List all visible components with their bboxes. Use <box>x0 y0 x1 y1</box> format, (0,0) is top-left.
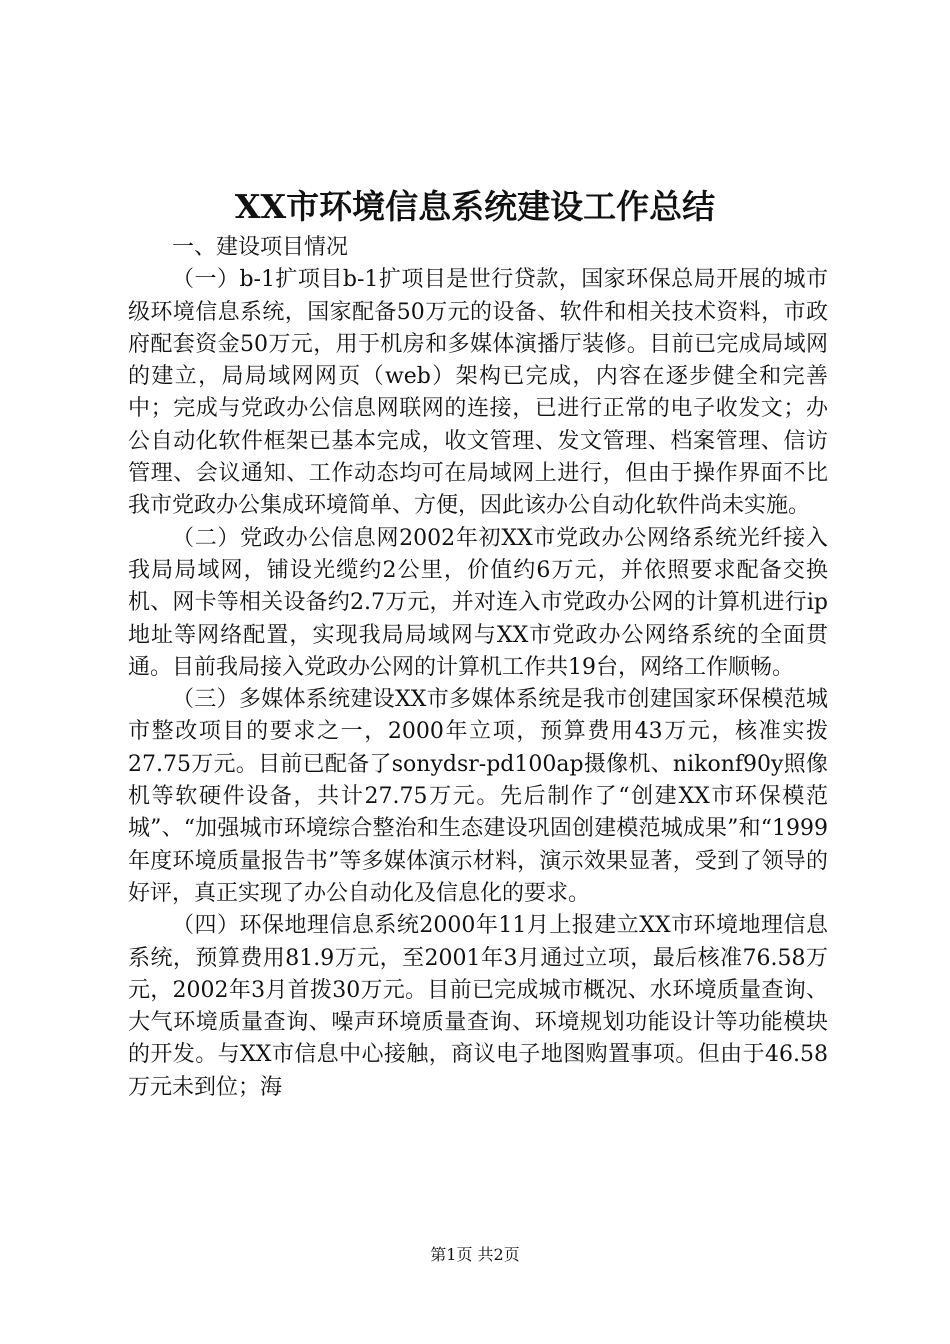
document-title: XX市环境信息系统建设工作总结 <box>234 187 716 226</box>
paragraph-4: （四）环保地理信息系统2000年11月上报建立XX市环境地理信息系统，预算费用81.9万元，至2001年3月通过立项，最后核准76.58万元，2002年3月首拨30万元。目前已完成城市概况、水环境质量查询、大气环境质量查询、噪声环境质量查询、环境规划功能设计等功能模块的开发。与XX市信息中心接触，商议电子地图购置事项。但由于46.58万元未到位；海 <box>128 913 828 1100</box>
page-number-footer: 第1页 共2页 <box>430 1245 520 1264</box>
paragraph-1: （一）b-1扩项目b-1扩项目是世行贷款，国家环保总局开展的城市级环境信息系统，国家配备50万元的设备、软件和相关技术资料，市政府配套资金50万元，用于机房和多媒体演播厅装修。目前已完成局域网的建立，局局域网网页（web）架构已完成，内容在逐步健全和完善中；完成与党政办公信息网联网的连接，已进行正常的电子收发文；办公自动化软件框架已基本完成，收文管理、发文管理、档案管理、信访管理、会议通知、工作动态均可在局域网上进行，但由于操作界面不比我市党政办公集成环境简单、方便，因此该办公自动化软件尚未实施。 <box>128 267 828 519</box>
document-body <box>128 232 828 1104</box>
section-heading: 一、建设项目情况 <box>172 235 349 260</box>
paragraph-3: （三）多媒体系统建设XX市多媒体系统是我市创建国家环保模范城市整改项目的要求之一，2000年立项，预算费用43万元，核准实拨27.75万元。目前已配备了sonydsr-pd100ap摄像机、nikonf90y照像机等软硬件设备，共计27.75万元。先后制作了“创建XX市环保模范城”、“加强城市环境综合整治和生态建设巩固创建模范城成果”和“1999年度环境质量报告书”等多媒体演示材料，演示效果显著，受到了领导的好评，真正实现了办公自动化及信息化的要求。 <box>128 687 828 906</box>
paragraph-2: （二）党政办公信息网2002年初XX市党政办公网络系统光纤接入我局局域网，铺设光缆约2公里，价值约6万元，并依照要求配备交换机、网卡等相关设备约2.7万元，并对连入市党政办公网的计算机进行ip地址等网络配置，实现我局局域网与XX市党政办公网络系统的全面贯通。目前我局接入党政办公网的计算机工作共19台，网络工作顺畅。 <box>128 525 828 680</box>
